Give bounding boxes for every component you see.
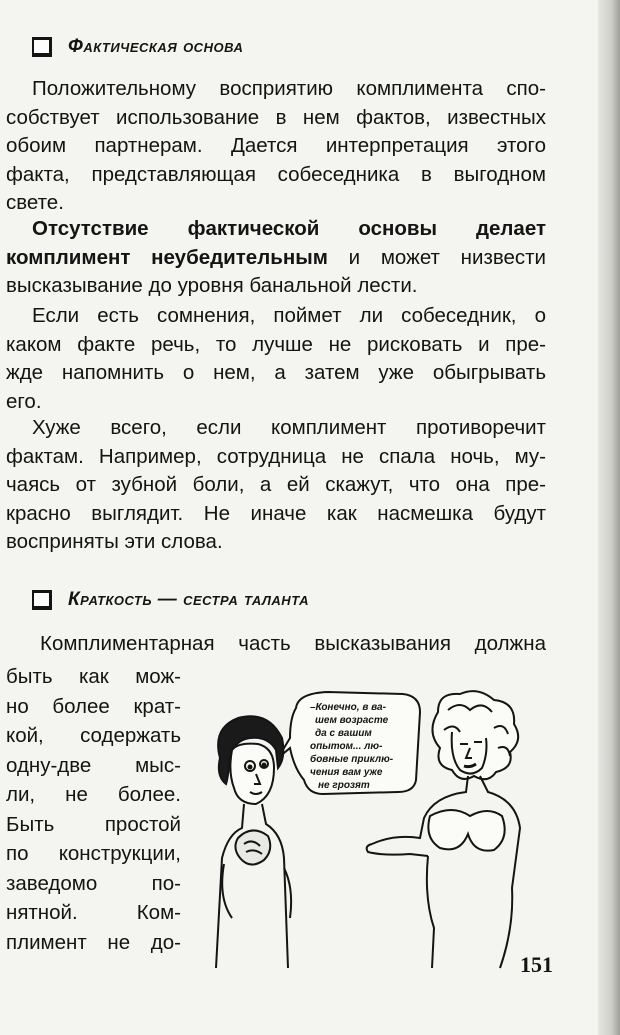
text-line: быть как мож- [6, 665, 181, 688]
speech-line: –Конечно, в ва- [310, 702, 386, 713]
text-line: заведомо по- [6, 871, 181, 895]
text-line: факта, представляющая собеседника в выгодном [6, 162, 546, 186]
text-line-bold: Отсутствие фактической основы делает [32, 217, 546, 240]
text-line: Если есть сомнения, поймет ли собеседник, о [32, 304, 546, 327]
text-line: Быть простой [6, 812, 181, 836]
paragraph-3 [6, 302, 546, 416]
text-line: восприняты эти слова. [6, 530, 223, 553]
text-line: жде напомнить о нем, а затем уже обыгрывать [6, 361, 546, 384]
text-line: красно выглядит. Не иначе как насмешка будут [6, 501, 546, 525]
text-line: чаясь от зубной боли, а ей скажут, что она пре- [6, 473, 546, 496]
speech-line: чения вам уже [310, 767, 383, 778]
checkbox-square-icon [32, 590, 52, 610]
paragraph-5-intro [6, 630, 546, 659]
bold-phrase: комплимент неубедительным [6, 245, 328, 269]
section-heading-factual-basis [32, 31, 243, 63]
text-line: по конструкции, [6, 842, 181, 865]
paragraph-1 [6, 75, 546, 218]
page-number: 151 [520, 952, 553, 977]
section-heading-brevity [32, 584, 309, 616]
text-line: обоим партнерам. Дается интерпретация этого [6, 134, 546, 157]
text-line: Хуже всего, если комплимент противоречит [32, 416, 546, 439]
text-line: кой, содержать [6, 724, 181, 747]
text-line: одну-две мыс- [6, 753, 181, 777]
paragraph-2 [6, 215, 546, 301]
speech-line: не грозят [318, 780, 370, 791]
text-line: ли, не более. [6, 783, 181, 806]
book-spine-shadow [598, 0, 620, 1035]
text-line: его. [6, 389, 42, 413]
text-line: свете. [6, 191, 64, 214]
speech-line: да с вашим [315, 728, 372, 739]
narrow-text-column [6, 662, 181, 957]
text-line: но более крат- [6, 694, 181, 718]
paragraph-4 [6, 414, 546, 557]
section-heading-text: Краткость — сестра таланта [68, 589, 310, 610]
text-line: собствует использование в нем фактов, известных [6, 105, 546, 129]
text-line-mixed [6, 244, 546, 273]
text-phrase: и может низвести [327, 245, 546, 269]
text-line: Положительному восприятию комплимента спо- [32, 77, 546, 100]
text-line: высказывание до уровня банальной лести. [6, 274, 418, 297]
left-figure [216, 716, 291, 968]
text-line: плимент не до- [6, 930, 181, 954]
text-line: фактам. Например, сотрудница не спала ночь, му- [6, 444, 546, 468]
text-line: Комплиментарная часть высказывания должна [40, 632, 546, 655]
speech-line: шем возрасте [315, 715, 389, 726]
text-line: нятной. Ком- [6, 901, 181, 924]
section-heading-text: Фактическая основа [68, 36, 244, 57]
speech-line: опытом... лю- [310, 741, 383, 752]
cartoon-illustration [198, 688, 538, 978]
checkbox-square-icon [32, 37, 52, 57]
speech-line: бовные приклю- [310, 754, 394, 765]
text-line: каком факте речь, то лучше не рисковать и пре- [6, 332, 546, 356]
